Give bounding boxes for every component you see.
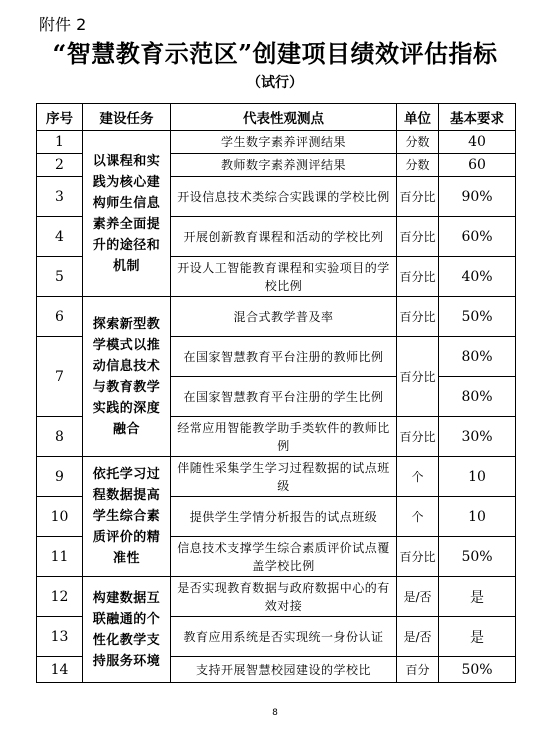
requirement-cell: 80% [439,337,516,377]
row-number: 5 [37,257,83,297]
indicator-cell: 教师数字素养测评结果 [171,154,397,177]
row-number: 10 [37,497,83,537]
indicator-cell: 在国家智慧教育平台注册的学生比例 [171,377,397,417]
requirement-cell: 50% [439,657,516,683]
unit-cell: 百分比 [397,257,439,297]
row-number: 4 [37,217,83,257]
requirement-cell: 10 [439,497,516,537]
table-row [37,297,516,337]
column-header: 序号 [37,104,83,131]
requirement-cell: 60 [439,154,516,177]
requirement-cell: 30% [439,417,516,457]
table-row [37,457,516,497]
unit-cell: 个 [397,457,439,497]
row-number: 8 [37,417,83,457]
unit-cell: 百分比 [397,297,439,337]
requirement-cell: 50% [439,537,516,577]
construction-task: 以课程和实践为核心建构师生信息素养全面提升的途径和机制 [83,131,171,297]
table-row [37,577,516,617]
row-number: 9 [37,457,83,497]
requirement-cell: 50% [439,297,516,337]
document-title: “智慧教育示范区”创建项目绩效评估指标 [52,39,498,68]
unit-cell: 分数 [397,131,439,154]
table-row [37,131,516,154]
row-number: 13 [37,617,83,657]
requirement-cell: 是 [439,617,516,657]
requirement-cell: 40 [439,131,516,154]
unit-cell: 分数 [397,154,439,177]
indicator-cell: 混合式教学普及率 [171,297,397,337]
row-number: 6 [37,297,83,337]
attachment-label: 附件 2 [39,15,87,34]
requirement-cell: 10 [439,457,516,497]
requirement-cell: 40% [439,257,516,297]
page-number: 8 [272,708,278,718]
unit-cell: 是/否 [397,577,439,617]
row-number: 12 [37,577,83,617]
table-header-row [37,104,516,131]
indicator-cell: 支持开展智慧校园建设的学校比 [171,657,397,683]
indicator-cell: 信息技术支撑学生综合素质评价试点覆盖学校比例 [171,537,397,577]
requirement-cell: 90% [439,177,516,217]
requirement-cell: 60% [439,217,516,257]
unit-cell: 百分 [397,657,439,683]
indicator-cell: 在国家智慧教育平台注册的教师比例 [171,337,397,377]
row-number: 11 [37,537,83,577]
indicator-table [36,103,516,683]
indicator-cell: 伴随性采集学生学习过程数据的试点班级 [171,457,397,497]
unit-cell: 是/否 [397,617,439,657]
row-number: 7 [37,337,83,417]
indicator-cell: 经常应用智能教学助手类软件的教师比例 [171,417,397,457]
indicator-cell: 开展创新教育课程和活动的学校比列 [171,217,397,257]
indicator-cell: 开设人工智能教育课程和实验项目的学校比例 [171,257,397,297]
indicator-cell: 学生数字素养评测结果 [171,131,397,154]
unit-cell: 百分比 [397,177,439,217]
indicator-cell: 是否实现教育数据与政府数据中心的有效对接 [171,577,397,617]
construction-task: 依托学习过程数据提高学生综合素质评价的精准性 [83,457,171,577]
unit-cell: 个 [397,497,439,537]
indicator-cell: 教育应用系统是否实现统一身份认证 [171,617,397,657]
unit-cell: 百分比 [397,337,439,417]
column-header: 单位 [397,104,439,131]
column-header: 基本要求 [439,104,516,131]
requirement-cell: 80% [439,377,516,417]
construction-task: 构建数据互联融通的个性化教学支持服务环境 [83,577,171,683]
construction-task: 探索新型教学模式以推动信息技术与教育教学实践的深度融合 [83,297,171,457]
row-number: 2 [37,154,83,177]
indicator-cell: 开设信息技术类综合实践课的学校比例 [171,177,397,217]
unit-cell: 百分比 [397,417,439,457]
row-number: 3 [37,177,83,217]
indicator-cell: 提供学生学情分析报告的试点班级 [171,497,397,537]
document-subtitle: （试行） [247,75,303,91]
unit-cell: 百分比 [397,537,439,577]
row-number: 14 [37,657,83,683]
row-number: 1 [37,131,83,154]
requirement-cell: 是 [439,577,516,617]
column-header: 代表性观测点 [171,104,397,131]
column-header: 建设任务 [83,104,171,131]
unit-cell: 百分比 [397,217,439,257]
